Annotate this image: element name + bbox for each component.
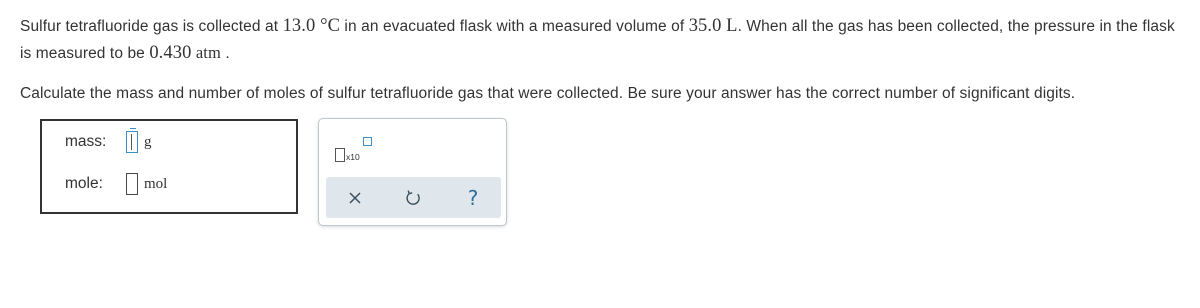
math-toolbar bbox=[318, 118, 507, 226]
exponent-box-icon bbox=[363, 137, 372, 146]
answer-box bbox=[40, 119, 298, 214]
problem-text: Sulfur tetrafluoride gas is collected at 13.0 °C in an evacuated flask with a measured volume of 35.0 L. When all the gas has been collected, the pressure in the flask is measured to be 0.430 atm . bbox=[20, 16, 1175, 63]
mole-label: mole: bbox=[65, 175, 103, 192]
pressure-value: 0.430 bbox=[149, 43, 192, 63]
problem-statement bbox=[20, 13, 1190, 107]
scientific-notation-button[interactable] bbox=[335, 137, 375, 165]
pressure-unit: atm bbox=[195, 43, 221, 62]
mass-row bbox=[65, 128, 152, 156]
temperature-value: 13.0 °C bbox=[282, 16, 341, 36]
instructions-text: Calculate the mass and number of moles of sulfur tetrafluoride gas that were collected. Be sure your answer has the correct number of significant digits. bbox=[20, 85, 1076, 102]
mass-unit: g bbox=[144, 133, 152, 150]
mole-input[interactable] bbox=[126, 173, 138, 195]
undo-icon bbox=[404, 189, 422, 207]
undo-button[interactable] bbox=[402, 187, 424, 209]
mole-unit: mol bbox=[144, 175, 168, 192]
volume-value: 35.0 L bbox=[688, 16, 738, 36]
clear-button[interactable] bbox=[344, 187, 366, 209]
help-icon: ? bbox=[467, 186, 479, 210]
action-bar bbox=[326, 177, 501, 218]
x10-label: x10 bbox=[346, 152, 360, 162]
close-icon bbox=[348, 191, 362, 205]
mass-label: mass: bbox=[65, 133, 107, 150]
mole-row bbox=[65, 170, 167, 198]
mantissa-box-icon bbox=[335, 148, 345, 162]
help-button[interactable] bbox=[462, 187, 484, 209]
mass-input[interactable] bbox=[126, 131, 138, 153]
